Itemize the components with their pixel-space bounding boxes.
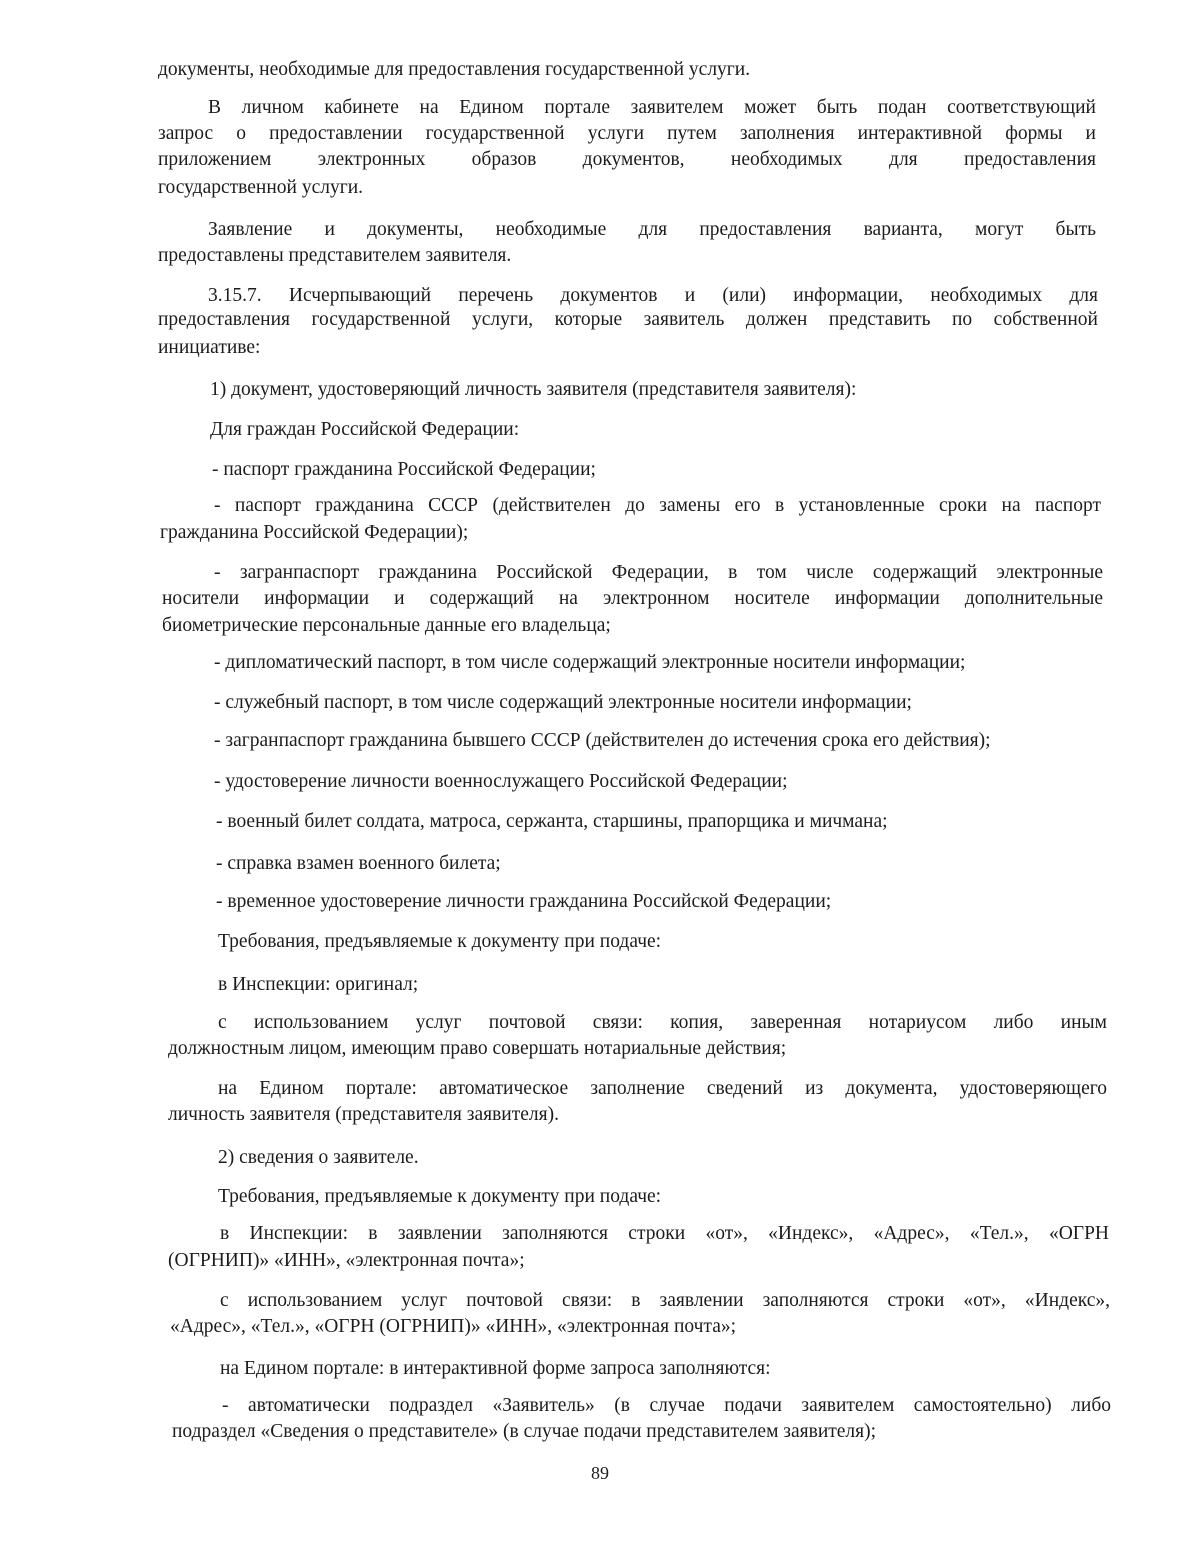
text-line: - справка взамен военного билета; — [216, 853, 501, 874]
text-line: на Едином портале: автоматическое заполнение сведений из документа, удостоверяющего — [218, 1078, 1107, 1099]
text-line: - паспорт гражданина СССР (действителен до замены его в установленные сроки на паспорт — [214, 495, 1101, 516]
text-line: приложением электронных образов документов, необходимых для предоставления — [158, 149, 1096, 170]
text-line: гражданина Российской Федерации); — [160, 522, 469, 543]
text-line: инициативе: — [158, 337, 261, 358]
text-line: (ОГРНИП)» «ИНН», «электронная почта»; — [168, 1250, 525, 1271]
text-line: Заявление и документы, необходимые для предоставления варианта, могут быть — [208, 219, 1096, 240]
text-line: предоставления государственной услуги, которые заявитель должен представить по собственной — [158, 309, 1098, 330]
text-line: - загранпаспорт гражданина бывшего СССР (действителен до истечения срока его действия); — [214, 730, 991, 751]
text-line: должностным лицом, имеющим право совершать нотариальные действия; — [168, 1038, 787, 1059]
text-line: на Едином портале: в интерактивной форме запроса заполняются: — [220, 1358, 771, 1379]
text-line: - служебный паспорт, в том числе содержащий электронные носители информации; — [214, 692, 912, 713]
text-line: - дипломатический паспорт, в том числе содержащий электронные носители информации; — [214, 652, 966, 673]
text-line: 2) сведения о заявителе. — [218, 1147, 419, 1168]
text-line: с использованием услуг почтовой связи: в заявлении заполняются строки «от», «Индекс», — [220, 1290, 1110, 1311]
text-line: - загранпаспорт гражданина Российской Федерации, в том числе содержащий электронные — [214, 562, 1103, 583]
text-line: Требования, предъявляемые к документу при подаче: — [218, 931, 662, 952]
text-line: - паспорт гражданина Российской Федерации; — [212, 459, 596, 480]
text-line: 3.15.7. Исчерпывающий перечень документов и (или) информации, необходимых для — [208, 285, 1098, 306]
text-line: с использованием услуг почтовой связи: копия, заверенная нотариусом либо иным — [218, 1012, 1107, 1033]
text-line: предоставлены представителем заявителя. — [158, 245, 512, 266]
text-line: Для граждан Российской Федерации: — [210, 419, 520, 440]
text-line: запрос о предоставлении государственной услуги путем заполнения интерактивной формы и — [158, 123, 1096, 144]
text-line: - удостоверение личности военнослужащего Российской Федерации; — [214, 771, 788, 792]
text-line: личность заявителя (представителя заявителя). — [168, 1104, 559, 1125]
page-number: 89 — [591, 1463, 609, 1483]
text-line: - автоматически подраздел «Заявитель» (в случае подачи заявителем самостоятельно) либо — [222, 1395, 1111, 1416]
text-line: - военный билет солдата, матроса, сержанта, старшины, прапорщика и мичмана; — [216, 811, 888, 832]
text-line: биометрические персональные данные его владельца; — [162, 615, 611, 636]
text-line: государственной услуги. — [158, 177, 364, 198]
text-line: В личном кабинете на Едином портале заявителем может быть подан соответствующий — [208, 97, 1096, 118]
text-line: носители информации и содержащий на электронном носителе информации дополнительные — [162, 588, 1103, 609]
text-line: Требования, предъявляемые к документу при подаче: — [218, 1186, 662, 1207]
text-line: документы, необходимые для предоставления государственной услуги. — [158, 59, 751, 80]
text-line: подраздел «Сведения о представителе» (в случае подачи представителем заявителя); — [172, 1421, 877, 1442]
text-line: в Инспекции: в заявлении заполняются строки «от», «Индекс», «Адрес», «Тел.», «ОГРН — [220, 1223, 1109, 1244]
text-line: «Адрес», «Тел.», «ОГРН (ОГРНИП)» «ИНН», «электронная почта»; — [170, 1316, 737, 1337]
text-line: - временное удостоверение личности гражданина Российской Федерации; — [216, 891, 832, 912]
text-line: 1) документ, удостоверяющий личность заявителя (представителя заявителя): — [210, 379, 857, 400]
text-line: в Инспекции: оригинал; — [218, 974, 419, 995]
